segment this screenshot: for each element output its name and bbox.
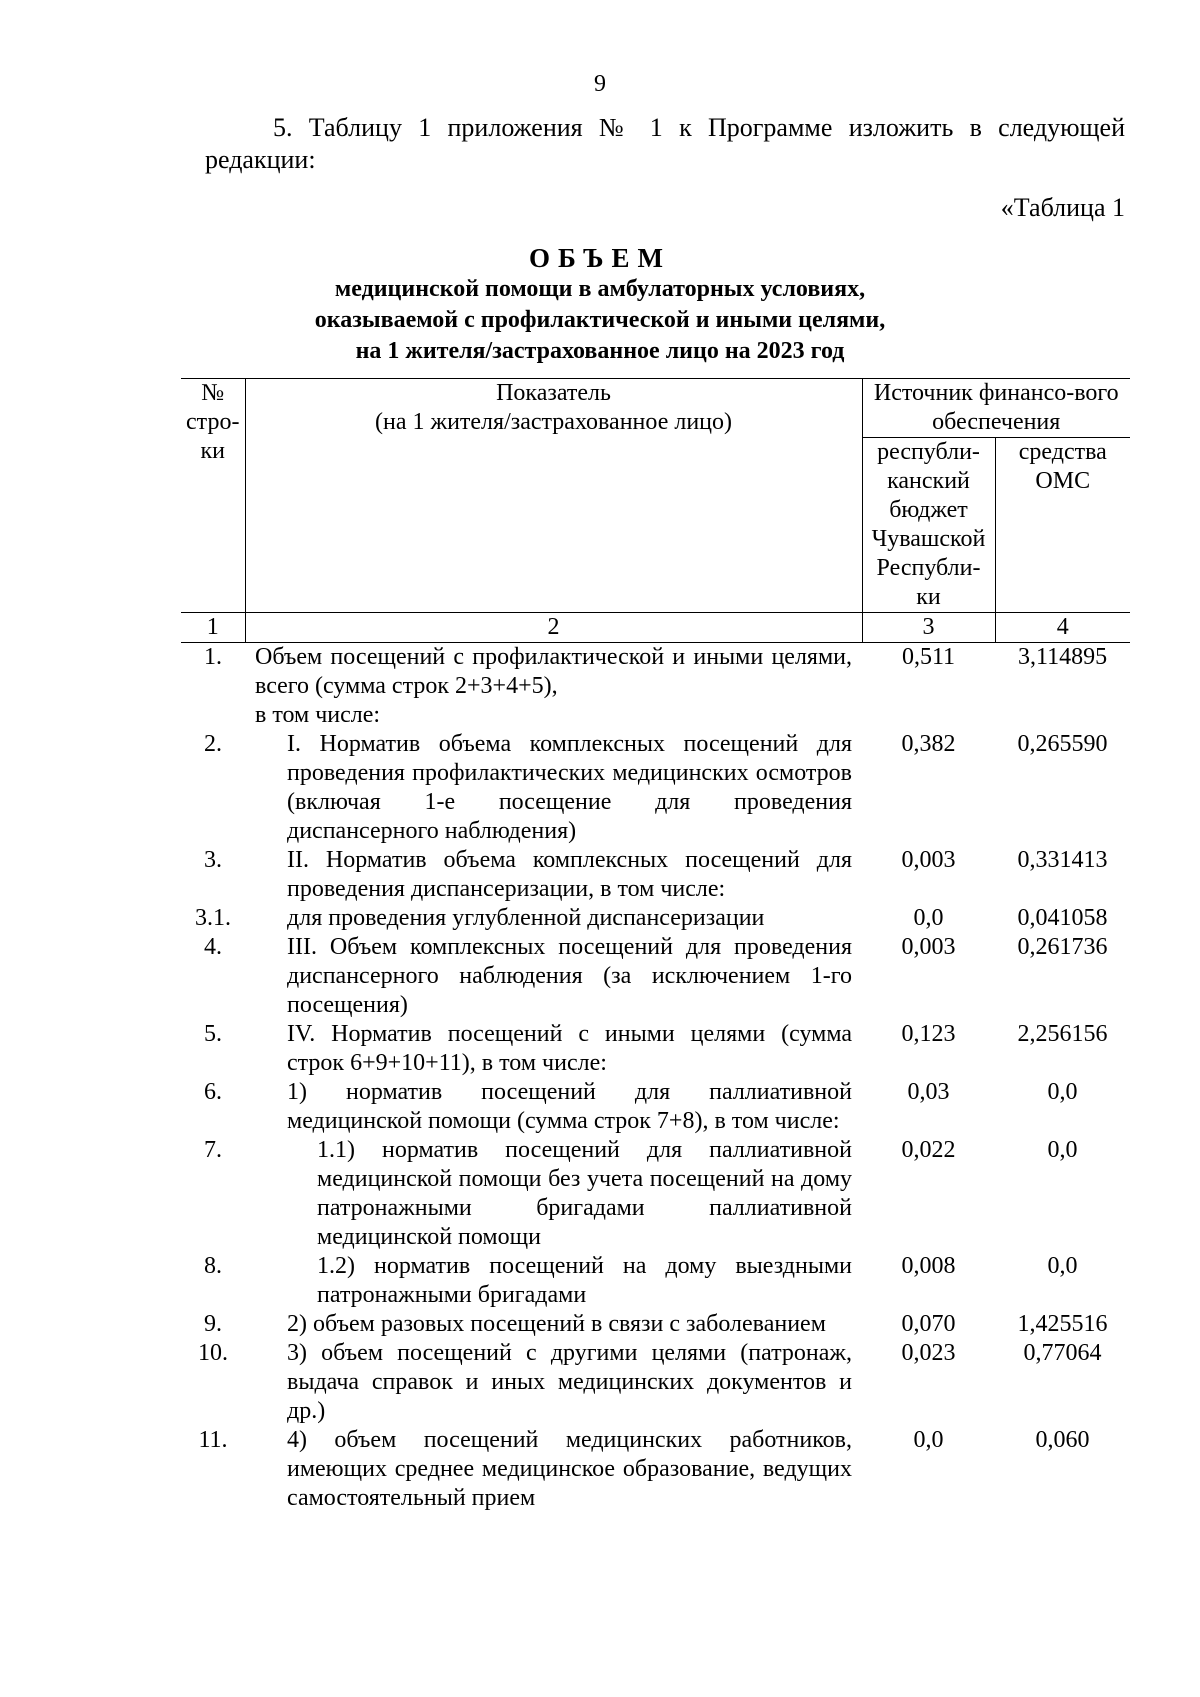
oms-value: 0,041058 — [1017, 905, 1108, 931]
table-row — [181, 643, 1130, 731]
table-row — [181, 1136, 1130, 1252]
oms-value: 0,0 — [1047, 1137, 1078, 1163]
row-number: 9. — [204, 1311, 222, 1337]
header-budget: республи-канский бюджет Чувашской Республи-ки — [862, 438, 995, 613]
header-oms: средства ОМС — [995, 438, 1130, 613]
header-indicator-sub: (на 1 жителя/застрахованное лицо) — [375, 409, 732, 435]
row-number: 6. — [204, 1079, 222, 1105]
table-row — [181, 1252, 1130, 1310]
title-line-2: оказываемой с профилактической и иными целями, — [314, 307, 886, 333]
row-label: III. Объем комплексных посещений для проведения диспансерного наблюдения (за исключением 1-го посещения) — [287, 934, 852, 1018]
table-row — [181, 730, 1130, 846]
header-row-no: № стро-ки — [181, 379, 245, 613]
row-number: 11. — [198, 1427, 228, 1453]
row-label: 1.2) норматив посещений на дому выездными патронажными бригадами — [317, 1253, 852, 1308]
row-label-cell — [245, 1078, 862, 1136]
row-label-cell — [245, 730, 862, 846]
row-label-cell — [245, 1136, 862, 1252]
row-label-cell — [245, 1426, 862, 1513]
row-number: 7. — [204, 1137, 222, 1163]
row-number: 3. — [204, 847, 222, 873]
budget-value: 0,0 — [913, 1427, 944, 1453]
row-note: в том числе: — [255, 702, 381, 728]
column-number-row — [181, 613, 1130, 643]
oms-value: 0,77064 — [1023, 1340, 1102, 1366]
table-row — [181, 933, 1130, 1020]
row-number: 1. — [204, 644, 222, 670]
oms-value: 0,331413 — [1017, 847, 1108, 873]
budget-value: 0,023 — [901, 1340, 956, 1366]
table-row — [181, 1339, 1130, 1426]
row-number: 10. — [198, 1340, 228, 1366]
column-number: 4 — [995, 613, 1130, 643]
budget-value: 0,0 — [913, 905, 944, 931]
row-label-cell — [245, 1339, 862, 1426]
budget-value: 0,382 — [901, 731, 956, 757]
row-label: 4) объем посещений медицинских работников, имеющих среднее медицинское образование, ведущих самостоятельный прием — [287, 1427, 852, 1511]
row-label: IV. Норматив посещений с иными целями (сумма строк 6+9+10+11), в том числе: — [287, 1021, 852, 1076]
budget-value: 0,03 — [907, 1079, 950, 1105]
volume-table — [181, 378, 1130, 1513]
budget-value: 0,511 — [901, 644, 956, 670]
table-row — [181, 1078, 1130, 1136]
oms-value: 0,060 — [1035, 1427, 1090, 1453]
table-row — [181, 1020, 1130, 1078]
column-number: 1 — [181, 613, 245, 643]
row-label: Объем посещений с профилактической и иными целями, всего (сумма строк 2+3+4+5), — [255, 644, 852, 699]
table-row — [181, 904, 1130, 933]
row-number: 3.1. — [195, 905, 231, 931]
title-main: ОБЪЕМ — [529, 243, 671, 273]
row-label: I. Норматив объема комплексных посещений для проведения профилактических медицинских осмотров (включая 1-е посещение для проведения диспансерного наблюдения) — [287, 731, 852, 844]
table-row — [181, 1426, 1130, 1513]
oms-value: 0,0 — [1047, 1253, 1078, 1279]
table-reference: «Таблица 1 — [1000, 193, 1125, 222]
budget-value: 0,123 — [901, 1021, 956, 1047]
row-label-cell — [245, 1310, 862, 1339]
oms-value: 3,114895 — [1017, 644, 1108, 670]
row-number: 5. — [204, 1021, 222, 1047]
row-label-cell — [245, 1252, 862, 1310]
row-label-cell — [245, 846, 862, 904]
page-number: 9 — [594, 71, 606, 97]
row-label-cell — [245, 643, 862, 731]
column-number: 2 — [245, 613, 862, 643]
oms-value: 1,425516 — [1017, 1311, 1108, 1337]
row-label-cell — [245, 904, 862, 933]
row-label: 1.1) норматив посещений для паллиативной медицинской помощи без учета посещений на дому патронажными бригадами паллиативной медицинской помощи — [317, 1137, 852, 1250]
oms-value: 0,265590 — [1017, 731, 1108, 757]
row-label: для проведения углубленной диспансеризации — [287, 905, 765, 931]
budget-value: 0,003 — [901, 934, 956, 960]
row-label-cell — [245, 933, 862, 1020]
row-label: 2) объем разовых посещений в связи с заболеванием — [287, 1311, 826, 1337]
budget-value: 0,022 — [901, 1137, 956, 1163]
table-row — [181, 846, 1130, 904]
row-number: 4. — [204, 934, 222, 960]
intro-paragraph: 5. Таблицу 1 приложения № 1 к Программе изложить в следующей редакции: — [205, 113, 1125, 174]
column-number: 3 — [862, 613, 995, 643]
oms-value: 0,261736 — [1017, 934, 1108, 960]
table-title — [0, 242, 1200, 367]
header-source: Источник финансо-вого обеспечения — [862, 379, 1130, 438]
title-line-3: на 1 жителя/застрахованное лицо на 2023 год — [355, 338, 845, 364]
row-number: 8. — [204, 1253, 222, 1279]
row-label-cell — [245, 1020, 862, 1078]
budget-value: 0,003 — [901, 847, 956, 873]
header-indicator-title: Показатель — [496, 380, 611, 406]
row-label: 3) объем посещений с другими целями (патронаж, выдача справок и иных медицинских документов и др.) — [287, 1340, 852, 1424]
budget-value: 0,070 — [901, 1311, 956, 1337]
row-label: II. Норматив объема комплексных посещений для проведения диспансеризации, в том числе: — [287, 847, 852, 902]
oms-value: 0,0 — [1047, 1079, 1078, 1105]
oms-value: 2,256156 — [1017, 1021, 1108, 1047]
table-row — [181, 1310, 1130, 1339]
row-label: 1) норматив посещений для паллиативной медицинской помощи (сумма строк 7+8), в том числе: — [287, 1079, 852, 1134]
title-line-1: медицинской помощи в амбулаторных условиях, — [334, 276, 866, 302]
row-number: 2. — [204, 731, 222, 757]
budget-value: 0,008 — [901, 1253, 956, 1279]
header-indicator — [245, 379, 862, 613]
table-body — [181, 613, 1130, 1514]
